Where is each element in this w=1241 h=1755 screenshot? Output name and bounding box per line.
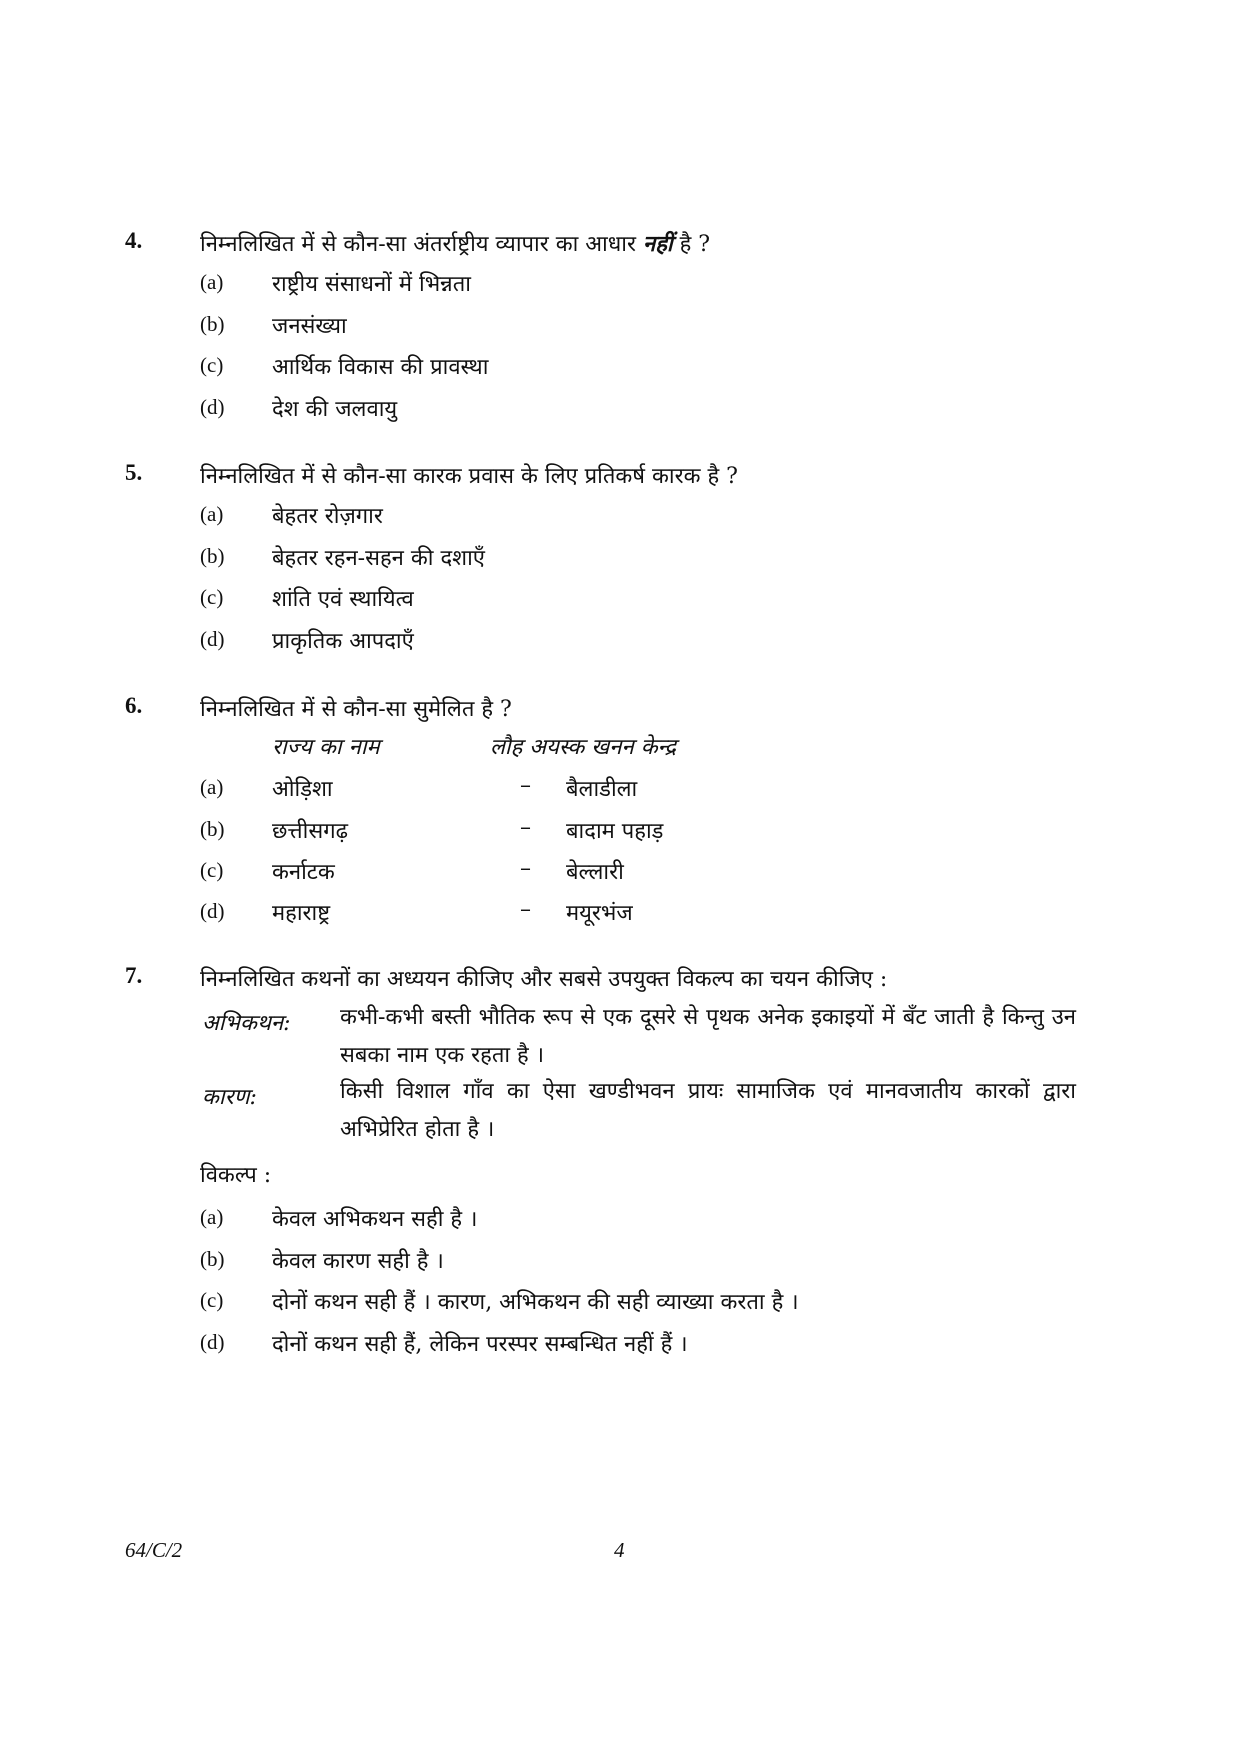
assertion-text: कभी-कभी बस्ती भौतिक रूप से एक दूसरे से पृथक अनेक इकाइयों में बँट जाती है किन्तु उन सबका नाम एक रहता है । xyxy=(340,1005,1076,1068)
question-6 xyxy=(125,693,1085,933)
option-c xyxy=(200,1286,1080,1320)
option-dash: – xyxy=(520,773,531,798)
option-state: ओड़िशा xyxy=(272,777,333,802)
option-state: छत्तीसगढ़ xyxy=(272,819,348,844)
option-b xyxy=(200,310,1080,344)
option-text: जनसंख्या xyxy=(272,314,347,339)
option-label: (d) xyxy=(200,1330,225,1354)
option-label: (c) xyxy=(200,1288,224,1312)
option-label: (a) xyxy=(200,775,224,799)
question-number: 4. xyxy=(125,228,143,253)
option-a xyxy=(200,773,1080,807)
assertion-label: अभिकथन: xyxy=(202,1011,291,1036)
option-label: (a) xyxy=(200,502,224,526)
option-text: शांति एवं स्थायित्व xyxy=(272,587,414,612)
option-label: (b) xyxy=(200,1247,225,1271)
question-number: 6. xyxy=(125,693,143,718)
column-header-state: राज्य का नाम xyxy=(272,735,380,760)
option-centre: बैलाडीला xyxy=(566,777,638,802)
option-b xyxy=(200,542,1080,576)
question-emphasis: नहीं xyxy=(643,231,673,257)
question-text: निम्नलिखित में से कौन-सा कारक प्रवास के लिए प्रतिकर्ष कारक है ? xyxy=(200,464,738,489)
option-b xyxy=(200,815,1080,849)
option-label: (d) xyxy=(200,899,225,923)
option-a xyxy=(200,500,1080,534)
option-label: (c) xyxy=(200,858,224,882)
option-text: बेहतर रोज़गार xyxy=(272,504,383,529)
reason-text: किसी विशाल गाँव का ऐसा खण्डीभवन प्रायः सामाजिक एवं मानवजातीय कारकों द्वारा अभिप्रेरित होता है । xyxy=(340,1079,1076,1142)
option-label: (d) xyxy=(200,627,225,651)
option-text: दोनों कथन सही हैं । कारण, अभिकथन की सही व्याख्या करता है । xyxy=(272,1290,799,1315)
option-text: आर्थिक विकास की प्रावस्था xyxy=(272,355,489,380)
option-label: (b) xyxy=(200,817,225,841)
option-b xyxy=(200,1245,1080,1279)
option-text: देश की जलवायु xyxy=(272,397,398,422)
option-text: बेहतर रहन-सहन की दशाएँ xyxy=(272,546,485,571)
option-label: (a) xyxy=(200,270,224,294)
option-dash: – xyxy=(520,897,531,922)
option-c xyxy=(200,856,1080,890)
question-text: निम्नलिखित में से कौन-सा सुमेलित है ? xyxy=(200,697,512,722)
option-state: कर्नाटक xyxy=(272,860,335,885)
option-dash: – xyxy=(520,815,531,840)
column-header-mining-centre: लौह अयस्क खनन केन्द्र xyxy=(490,735,677,760)
option-label: (d) xyxy=(200,395,225,419)
option-label: (b) xyxy=(200,312,225,336)
option-centre: बेल्लारी xyxy=(566,860,624,885)
question-number: 5. xyxy=(125,460,143,485)
option-c xyxy=(200,351,1080,385)
question-4 xyxy=(125,228,1085,428)
question-5 xyxy=(125,460,1085,660)
option-text: केवल कारण सही है । xyxy=(272,1249,444,1274)
option-d xyxy=(200,625,1080,659)
option-d xyxy=(200,897,1080,931)
option-text: राष्ट्रीय संसाधनों में भिन्नता xyxy=(272,272,471,297)
option-dash: – xyxy=(520,856,531,881)
page-number: 4 xyxy=(614,1538,625,1562)
options-heading: विकल्प : xyxy=(200,1163,272,1188)
option-text: केवल अभिकथन सही है । xyxy=(272,1207,478,1232)
option-label: (c) xyxy=(200,353,224,377)
option-text: दोनों कथन सही हैं, लेकिन परस्पर सम्बन्धित नहीं हैं । xyxy=(272,1332,688,1357)
question-text xyxy=(200,228,710,258)
option-state: महाराष्ट्र xyxy=(272,901,331,926)
option-a xyxy=(200,1203,1080,1237)
option-centre: बादाम पहाड़ xyxy=(566,819,664,844)
option-label: (c) xyxy=(200,585,224,609)
option-d xyxy=(200,1328,1080,1362)
paper-code: 64/C/2 xyxy=(125,1538,183,1562)
option-label: (a) xyxy=(200,1205,224,1229)
question-text: निम्नलिखित कथनों का अध्ययन कीजिए और सबसे उपयुक्त विकल्प का चयन कीजिए : xyxy=(200,967,888,992)
question-number: 7. xyxy=(125,963,143,988)
question-7 xyxy=(125,963,1085,1503)
option-centre: मयूरभंज xyxy=(566,901,633,926)
option-c xyxy=(200,583,1080,617)
option-d xyxy=(200,393,1080,427)
option-text: प्राकृतिक आपदाएँ xyxy=(272,629,414,654)
question-text-part: निम्नलिखित में से कौन-सा अंतर्राष्ट्रीय व्यापार का आधार xyxy=(200,232,643,257)
option-label: (b) xyxy=(200,544,225,568)
reason-label: कारण: xyxy=(202,1085,257,1110)
option-a xyxy=(200,268,1080,302)
question-text-part: है ? xyxy=(672,232,711,257)
